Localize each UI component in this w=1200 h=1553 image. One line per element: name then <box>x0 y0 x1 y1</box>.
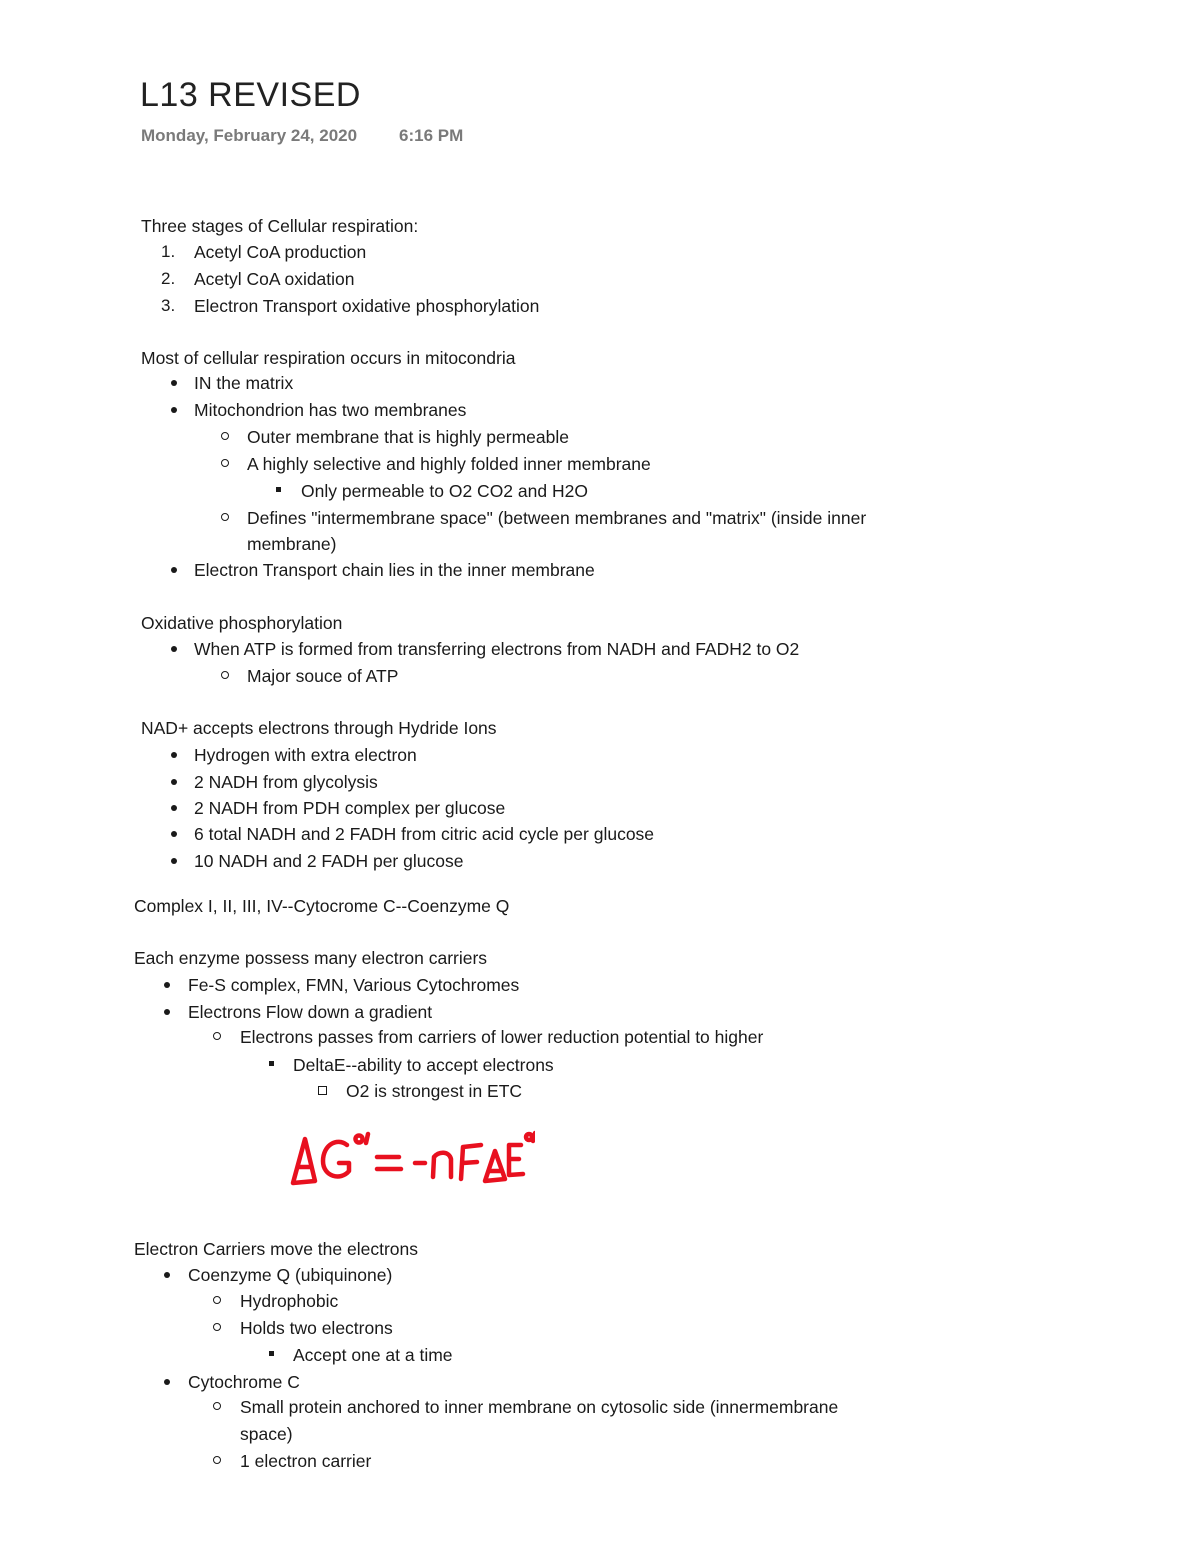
bullet-icon <box>171 805 177 811</box>
circle-bullet-icon <box>213 1296 221 1304</box>
list-item: 10 NADH and 2 FADH per glucose <box>194 851 464 871</box>
bullet-icon <box>171 779 177 785</box>
list-item: 2 NADH from PDH complex per glucose <box>194 798 506 818</box>
list-number: 1. <box>161 242 176 261</box>
section-heading: Three stages of Cellular respiration: <box>141 216 419 236</box>
page-time: 6:16 PM <box>399 126 464 145</box>
list-item-continuation: space) <box>240 1424 293 1444</box>
bullet-icon <box>164 1272 170 1278</box>
list-item: 2 NADH from glycolysis <box>194 772 378 792</box>
section-heading: Oxidative phosphorylation <box>141 613 343 633</box>
list-item: Hydrophobic <box>240 1291 339 1311</box>
list-item: Defines "intermembrane space" (between membranes and "matrix" (inside inner <box>247 508 867 528</box>
circle-bullet-icon <box>213 1323 221 1331</box>
section-heading: Electron Carriers move the electrons <box>134 1239 418 1259</box>
page-date: Monday, February 24, 2020 <box>141 126 358 145</box>
list-item: Accept one at a time <box>293 1345 453 1365</box>
bullet-icon <box>171 380 177 386</box>
bullet-icon <box>171 407 177 413</box>
list-item: Coenzyme Q (ubiquinone) <box>188 1265 393 1285</box>
open-square-bullet-icon <box>318 1086 327 1095</box>
square-bullet-icon <box>269 1061 274 1066</box>
list-item: When ATP is formed from transferring electrons from NADH and FADH2 to O2 <box>194 639 800 659</box>
bullet-icon <box>171 567 177 573</box>
bullet-icon <box>164 1009 170 1015</box>
section-heading: Each enzyme possess many electron carriers <box>134 948 488 968</box>
list-item: Only permeable to O2 CO2 and H2O <box>301 481 588 501</box>
circle-bullet-icon <box>221 671 229 679</box>
list-item: Acetyl CoA production <box>194 242 367 262</box>
bullet-icon <box>171 858 177 864</box>
list-item: 1 electron carrier <box>240 1451 372 1471</box>
bullet-icon <box>164 982 170 988</box>
bullet-icon <box>164 1379 170 1385</box>
section-heading: NAD+ accepts electrons through Hydride Ions <box>141 718 497 738</box>
section-heading: Most of cellular respiration occurs in mitocondria <box>141 348 516 368</box>
list-item: Small protein anchored to inner membrane on cytosolic side (innermembrane <box>240 1397 839 1417</box>
list-item: 6 total NADH and 2 FADH from citric acid cycle per glucose <box>194 824 655 844</box>
list-item: Fe-S complex, FMN, Various Cytochromes <box>188 975 520 995</box>
list-item-continuation: membrane) <box>247 534 337 554</box>
circle-bullet-icon <box>221 459 229 467</box>
list-item: Electrons Flow down a gradient <box>188 1002 433 1022</box>
list-number: 3. <box>161 296 176 315</box>
list-item: DeltaE--ability to accept electrons <box>293 1055 554 1075</box>
bullet-icon <box>171 646 177 652</box>
square-bullet-icon <box>269 1351 274 1356</box>
list-item: Hydrogen with extra electron <box>194 745 417 765</box>
list-item: IN the matrix <box>194 373 294 393</box>
list-item: Outer membrane that is highly permeable <box>247 427 569 447</box>
list-item: Holds two electrons <box>240 1318 393 1338</box>
circle-bullet-icon <box>213 1032 221 1040</box>
list-item: Electrons passes from carriers of lower reduction potential to higher <box>240 1027 764 1047</box>
list-item: O2 is strongest in ETC <box>346 1081 523 1101</box>
list-item: Cytochrome C <box>188 1372 300 1392</box>
list-item: Electron Transport oxidative phosphorylation <box>194 296 540 316</box>
list-item: Acetyl CoA oxidation <box>194 269 355 289</box>
list-item: Electron Transport chain lies in the inner membrane <box>194 560 595 580</box>
circle-bullet-icon <box>221 432 229 440</box>
list-item: Major souce of ATP <box>247 666 399 686</box>
list-item: A highly selective and highly folded inner membrane <box>247 454 651 474</box>
complex-line: Complex I, II, III, IV--Cytocrome C--Coenzyme Q <box>134 896 510 916</box>
circle-bullet-icon <box>213 1456 221 1464</box>
bullet-icon <box>171 831 177 837</box>
square-bullet-icon <box>276 487 281 492</box>
circle-bullet-icon <box>221 513 229 521</box>
bullet-icon <box>171 752 177 758</box>
list-item: Mitochondrion has two membranes <box>194 400 467 420</box>
list-number: 2. <box>161 269 176 288</box>
circle-bullet-icon <box>213 1402 221 1410</box>
handwritten-formula <box>285 1125 535 1195</box>
page-title: L13 REVISED <box>140 76 361 114</box>
